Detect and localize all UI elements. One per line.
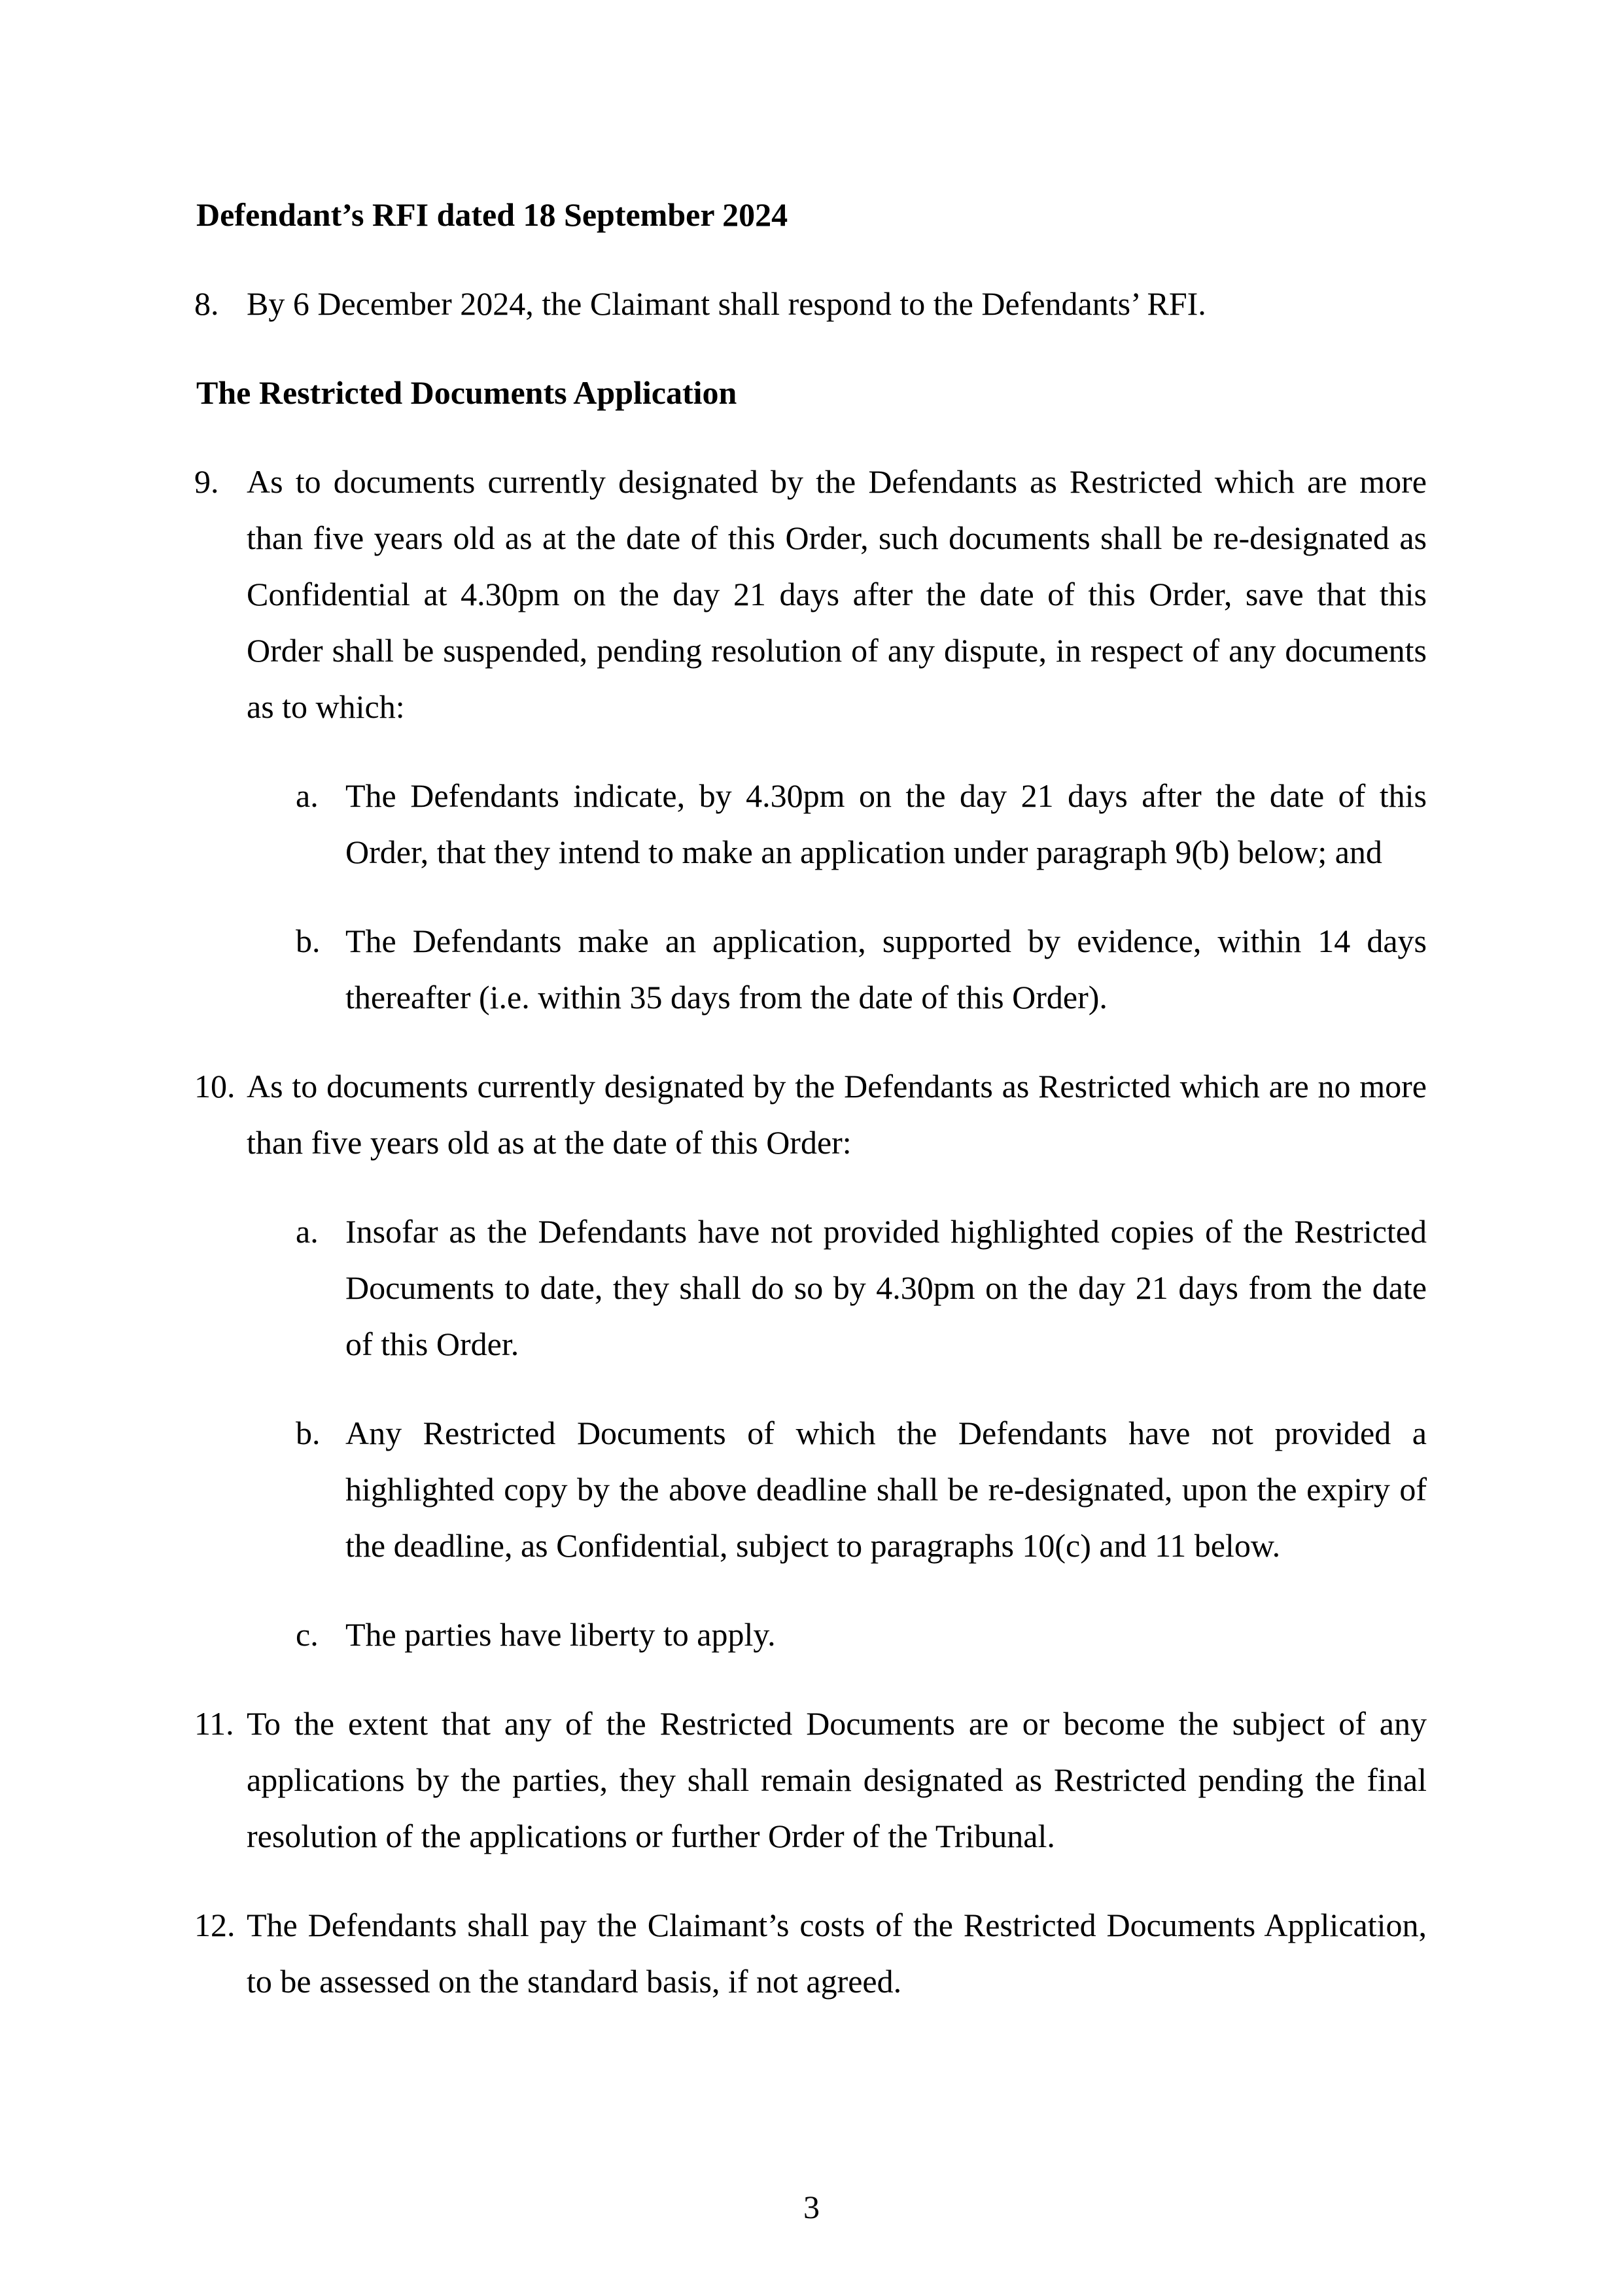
list-letter: b. xyxy=(296,1415,321,1451)
list-letter: c. xyxy=(296,1616,319,1653)
section-heading-defendants-rfi: Defendant’s RFI dated 18 September 2024 xyxy=(196,196,788,233)
paragraph-text: The Defendants make an application, supported by evidence, within 14 days thereafter (i.e. within 35 days from the date of this Order). xyxy=(345,923,1427,1016)
section-heading-restricted-documents-application: The Restricted Documents Application xyxy=(196,374,737,411)
paragraph-text: By 6 December 2024, the Claimant shall respond to the Defendants’ RFI. xyxy=(247,285,1206,322)
list-number: 11. xyxy=(194,1705,234,1742)
paragraph-8 xyxy=(194,275,1427,332)
paragraph-text: Any Restricted Documents of which the Defendants have not provided a highlighted copy by the above deadline shall be re-designated, upon the expiry of the deadline, as Confidential, subject to paragraphs 10(c) and 11 below. xyxy=(345,1415,1427,1564)
list-number: 10. xyxy=(194,1068,236,1104)
document-body xyxy=(196,186,1427,2042)
paragraph-9 xyxy=(194,453,1427,735)
paragraph-10 xyxy=(194,1058,1427,1171)
paragraph-9b xyxy=(296,913,1427,1025)
list-letter: a. xyxy=(296,1213,319,1250)
list-letter: b. xyxy=(296,923,321,959)
list-letter: a. xyxy=(296,777,319,814)
paragraph-text: As to documents currently designated by the Defendants as Restricted which are no more than five years old as at the date of this Order: xyxy=(247,1068,1427,1161)
paragraph-text: As to documents currently designated by the Defendants as Restricted which are more than five years old as at the date of this Order, such documents shall be re-designated as Confidential at 4.30pm on the day 21 days after the date of this Order, save that this Order shall be suspended, pending resolution of any dispute, in respect of any documents as to which: xyxy=(247,463,1427,725)
list-number: 9. xyxy=(194,463,219,500)
paragraph-10c xyxy=(296,1606,1427,1663)
paragraph-9a xyxy=(296,768,1427,880)
paragraph-11 xyxy=(194,1695,1427,1864)
paragraph-10b xyxy=(296,1405,1427,1574)
paragraph-text: The parties have liberty to apply. xyxy=(345,1616,776,1653)
paragraph-text: Insofar as the Defendants have not provided highlighted copies of the Restricted Documents to date, they shall do so by 4.30pm on the day 21 days from the date of this Order. xyxy=(345,1213,1427,1362)
paragraph-text: The Defendants shall pay the Claimant’s costs of the Restricted Documents Application, to be assessed on the standard basis, if not agreed. xyxy=(247,1907,1427,2000)
paragraph-10a xyxy=(296,1203,1427,1372)
paragraph-text: The Defendants indicate, by 4.30pm on the day 21 days after the date of this Order, that they intend to make an application under paragraph 9(b) below; and xyxy=(345,777,1427,870)
paragraph-12 xyxy=(194,1897,1427,2009)
list-number: 12. xyxy=(194,1907,236,1943)
list-number: 8. xyxy=(194,285,219,322)
page-number: 3 xyxy=(803,2189,820,2225)
paragraph-text: To the extent that any of the Restricted Documents are or become the subject of any applications by the parties, they shall remain designated as Restricted pending the final resolution of the applications or further Order of the Tribunal. xyxy=(247,1705,1427,1854)
